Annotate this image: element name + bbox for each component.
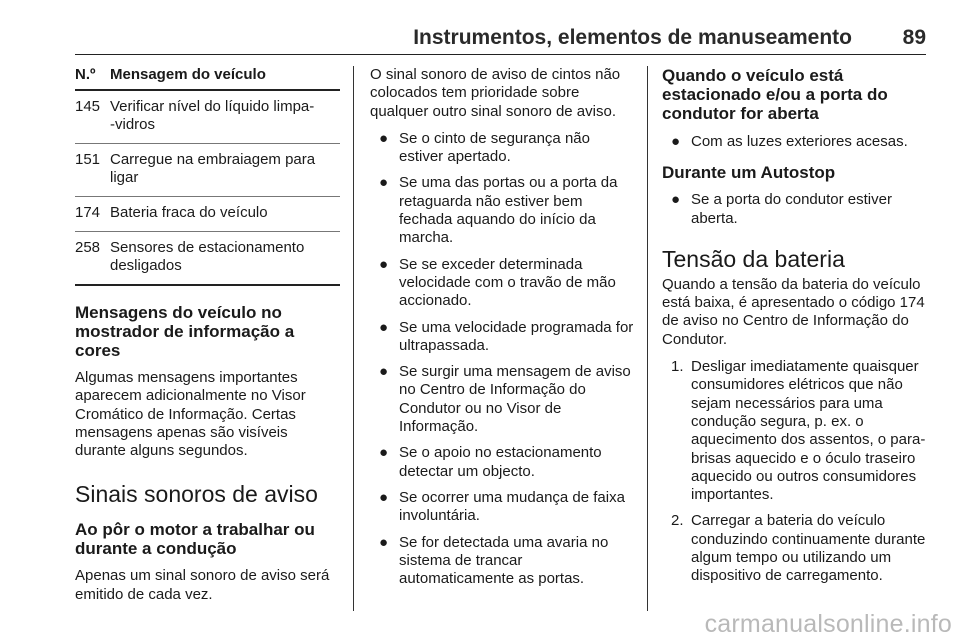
- color-display-heading: Mensagens do veículo no mostrador de informação a cores: [75, 303, 295, 360]
- seatbelt-intro: O sinal sonoro de aviso de cintos não colocados tem prioridade sobre qualquer outro sinal sonoro de aviso.: [370, 66, 621, 120]
- message-table-header: [75, 66, 340, 91]
- table-row: [75, 144, 340, 197]
- color-display-body: Algumas mensagens importantes aparecem adicionalmente no Visor Cromático de Informação. Certas mensagens apenas são visíveis durante alguns segundos.: [75, 369, 306, 460]
- list-item: ● Se uma das portas ou a porta da retaguarda não estiver bem fechada aquando do início da marcha.: [379, 174, 618, 247]
- list-item: ● Se a porta do condutor estiver aberta.: [671, 191, 892, 227]
- bullet-icon: ●: [379, 255, 389, 273]
- column-middle: [370, 66, 635, 588]
- table-row: [75, 232, 340, 286]
- battery-body: Quando a tensão da bateria do veículo está baixa, é apresentado o código 174 de aviso no Centro de Informação do Condutor.: [662, 275, 925, 348]
- table-cell-message: Bateria fraca do veículo: [110, 204, 268, 221]
- column-right: [662, 66, 928, 586]
- header-title: Instrumentos, elementos de manuseamento: [413, 26, 852, 49]
- step-number: 2.: [671, 512, 684, 530]
- table-cell-message: Carregue na embraiagem para ligar: [110, 151, 316, 186]
- warning-chimes-heading: Sinais sonoros de aviso: [75, 481, 318, 508]
- list-item: ● Se o cinto de segurança não estiver apertado.: [379, 129, 590, 166]
- list-item: ● Se surgir uma mensagem de aviso no Centro de Informação do Condutor ou no Visor de Informação.: [379, 363, 631, 436]
- table-cell-number: 145: [75, 98, 101, 115]
- step-number: 1.: [671, 358, 684, 376]
- list-item: ● Se ocorrer uma mudança de faixa involuntária.: [379, 488, 625, 525]
- autostop-list: [662, 191, 928, 228]
- table-cell-number: 151: [75, 151, 101, 168]
- list-item: ● Se uma velocidade programada for ultrapassada.: [379, 318, 634, 354]
- table-cell-number: 258: [75, 239, 101, 256]
- bullet-icon: ●: [671, 133, 681, 150]
- warning-chimes-body: Apenas um sinal sonoro de aviso será emitido de cada vez.: [75, 567, 330, 603]
- bullet-icon: ●: [379, 488, 389, 506]
- parked-list: [662, 133, 928, 151]
- parked-heading: Quando o veículo está estacionado e/ou a porta do condutor for aberta: [662, 66, 888, 123]
- bullet-icon: ●: [379, 129, 389, 147]
- list-item: ● Se se exceder determinada velocidade com o travão de mão accionado.: [379, 255, 616, 310]
- bullet-icon: ●: [379, 533, 389, 551]
- table-header-number: N.º: [75, 66, 96, 83]
- page-number: 89: [902, 26, 926, 49]
- bullet-icon: ●: [379, 318, 389, 336]
- column-divider: [353, 66, 354, 611]
- battery-steps: [662, 358, 928, 586]
- table-cell-message: Sensores de estacionamento desligados: [110, 239, 305, 274]
- column-left: [75, 66, 340, 604]
- list-item: ● Se o apoio no estacionamento detectar um objecto.: [379, 444, 602, 480]
- battery-heading: Tensão da bateria: [662, 245, 845, 272]
- chime-conditions-list: [370, 130, 635, 589]
- table-row: [75, 91, 340, 144]
- table-cell-number: 174: [75, 204, 101, 221]
- table-cell-message: Verificar nível do líquido limpa- -vidros: [110, 98, 315, 133]
- column-divider: [647, 66, 648, 611]
- list-item: 2. Carregar a bateria do veículo conduzindo continuamente durante algum tempo ou utilizando um dispositivo de carregamento.: [671, 512, 926, 585]
- table-header-message: Mensagem do veículo: [110, 66, 266, 83]
- bullet-icon: ●: [379, 363, 389, 381]
- table-row: [75, 197, 340, 232]
- bullet-icon: ●: [379, 444, 389, 462]
- bullet-icon: ●: [671, 191, 681, 209]
- list-item: ● Com as luzes exteriores acesas.: [671, 133, 908, 150]
- autostop-heading: Durante um Autostop: [662, 163, 836, 183]
- list-item: ● Se for detectada uma avaria no sistema de trancar automaticamente as portas.: [379, 533, 609, 588]
- list-item: 1. Desligar imediatamente quaisquer consumidores elétricos que não sejam necessários para uma condução segura, p. ex. o aquecimento dos assentos, o para-brisas aquecido e o óculo traseiro aquecido ou outros consumidores importantes.: [671, 358, 926, 504]
- page-header: [75, 26, 926, 55]
- warning-chimes-subheading: Ao pôr o motor a trabalhar ou durante a condução: [75, 520, 315, 559]
- bullet-icon: ●: [379, 174, 389, 192]
- watermark: carmanualsonline.info: [704, 610, 952, 638]
